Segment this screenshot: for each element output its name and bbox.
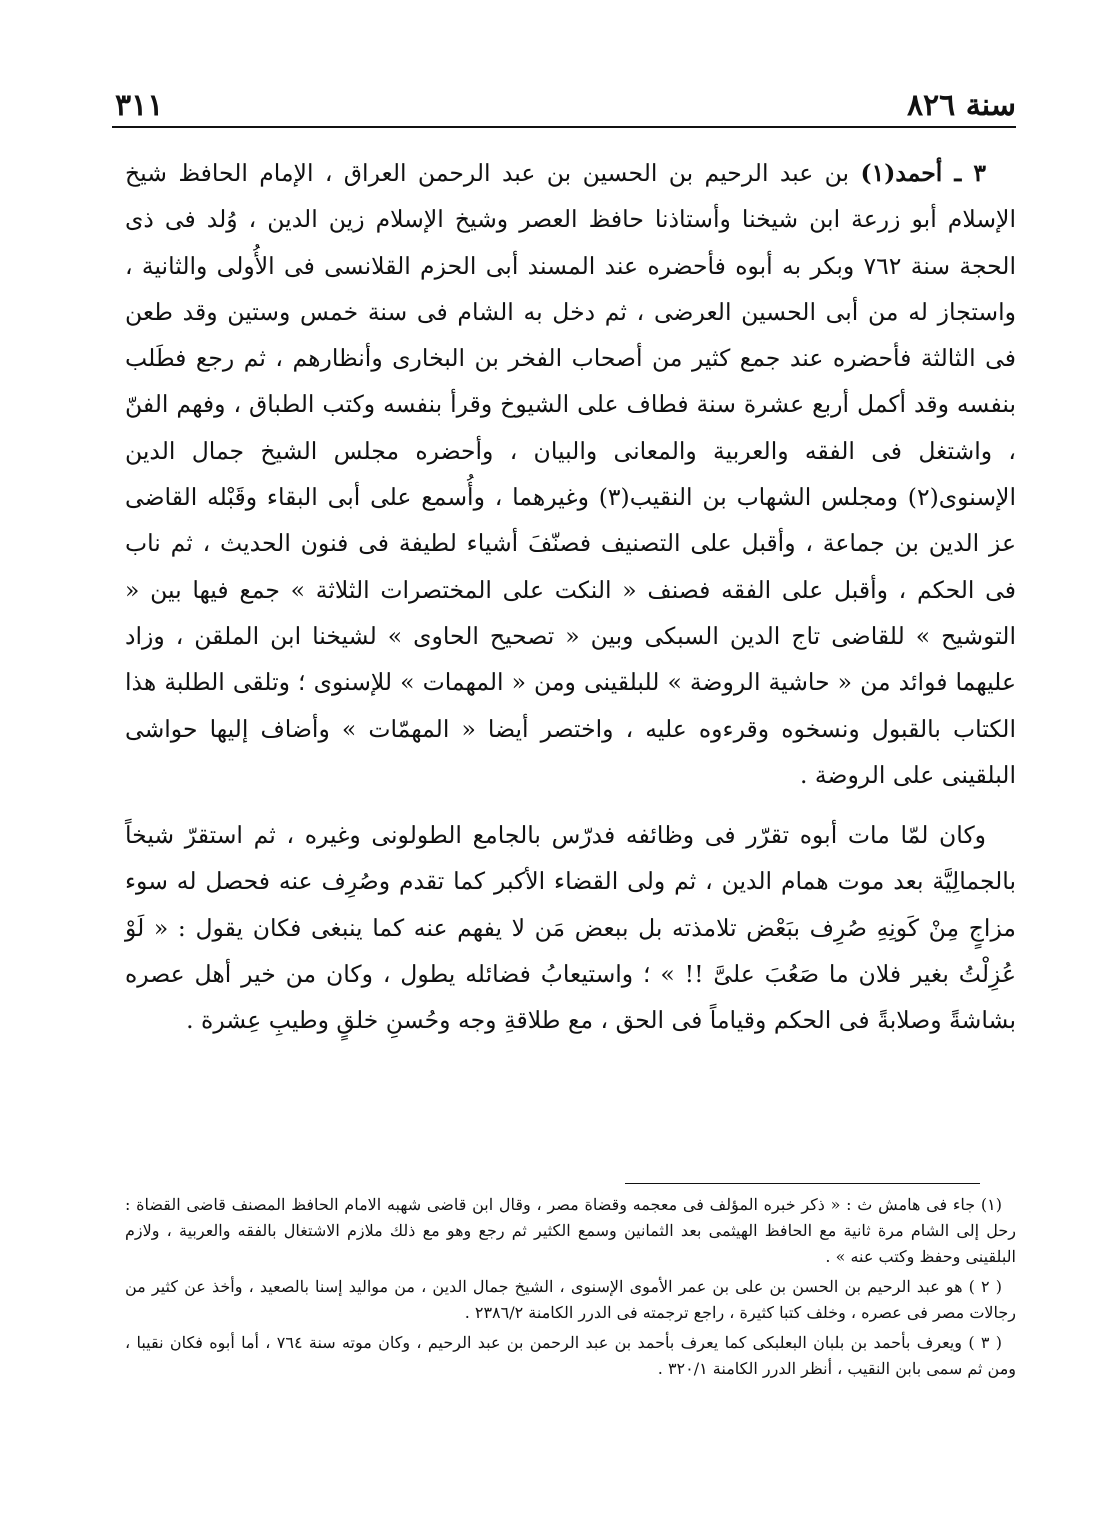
paragraph-1-text: بن عبد الرحيم بن الحسين بن عبد الرحمن العراق ، الإمام الحافظ شيخ الإسلام أبو زرعة ابن شيخنا وأستاذنا حافظ العصر وشيخ الإسلام زين الدين ، وُلد فى ذى الحجة سنة ٧٦٢ وبكر به أبوه فأحضره عند المسند أبى الحزم القلانسى فى الأُولى والثانية ، واستجاز له من أبى الحسين العرضى ، ثم دخل به الشام فى سنة خمس وستين وقد طعن فى الثالثة فأحضره عند جمع كثير من أصحاب الفخر بن البخارى وأنظارهم ، ثم رجع فطَلب بنفسه وقد أكمل أربع عشرة سنة فطاف على الشيوخ وقرأ بنفسه وكتب الطباق ، وفهم الفنّ ، واشتغل فى الفقه والعربية والمعانى والبيان ، وأحضره مجلس الشيخ جمال الدين الإسنوى(٢) ومجلس الشهاب بن النقيب(٣) وغيرهما ، وأُسمع على أبى البقاء وقَبْله القاضى عز الدين بن جماعة ، وأقبل على التصنيف فصنّفَ أشياء لطيفة فى فنون الحديث ، ثم ناب فى الحكم ، وأقبل على الفقه فصنف « النكت على المختصرات الثلاثة » جمع فيها بين « التوشيح » للقاضى تاج الدين السبكى وبين « تصحيح الحاوى » لشيخنا ابن الملقن ، وزاد عليهما فوائد من « حاشية الروضة » للبلقينى ومن « المهمات » للإسنوى ؛ وتلقى الطلبة هذا الكتاب بالقبول ونسخوه وقرءوه عليه ، واختصر أيضا « المهمّات » وأضاف إليها حواشى البلقينى على الروضة . <box>125 159 1016 789</box>
page-header <box>115 78 1016 123</box>
footnote-2: ( ٢ ) هو عبد الرحيم بن الحسن بن على بن عمر الأموى الإسنوى ، الشيخ جمال الدين ، من مواليد إسنا بالصعيد ، وأخذ عن كثير من رجالات مصر فى عصره ، وخلف كتبا كثيرة ، راجع ترجمته فى الدرر الكامنة ٢٣٨٦/٢ . <box>125 1277 1016 1322</box>
header-rule <box>112 126 1016 128</box>
footnotes <box>125 1192 1016 1386</box>
main-text <box>125 150 1016 1044</box>
paragraph-2: وكان لمّا مات أبوه تقرّر فى وظائفه فدرّس بالجامع الطولونى وغيره ، ثم استقرّ شيخاً بالجمالِيَّة بعد موت همام الدين ، ثم ولى القضاء الأكبر كما تقدم وصُرِف عنه فحصل له سوء مزاجٍ مِنْ كَونِهِ صُرِف ببَعْض تلامذته بل ببعض مَن لا يفهم عنه كما ينبغى فكان يقول : « لَوْ عُزِلْتُ بغير فلان ما صَعُبَ علىَّ !! » ؛ واستيعابُ فضائله يطول ، وكان من خير أهل عصره بشاشةً وصلابةً فى الحكم وقياماً فى الحق ، مع طلاقةِ وجه وحُسنِ خلقٍ وطيبِ عِشرة . <box>125 821 1016 1035</box>
footnote-3: ( ٣ ) ويعرف بأحمد بن بلبان البعلبكى كما يعرف بأحمد بن عبد الرحمن بن عبد الرحيم ، وكان موته سنة ٧٦٤ ، أما أبوه فكان نقيبا ، ومن ثم سمى بابن النقيب ، أنظر الدرر الكامنة ٣٢٠/١ . <box>125 1333 1016 1378</box>
footnote-rule <box>625 1183 980 1184</box>
running-head-year: سنة ٨٢٦ <box>906 88 1016 123</box>
page-number: ٣١١ <box>115 88 164 123</box>
entry-lead: ٣ ـ أحمد(١) <box>860 159 986 187</box>
paragraph-1 <box>125 150 1016 798</box>
footnote-1: (١) جاء فى هامش ث : « ذكر خبره المؤلف فى معجمه وقضاة مصر ، وقال ابن قاضى شهبه الامام الحافظ المصنف قاضى القضاة : رحل إلى الشام مرة ثانية مع الحافظ الهيثمى بعد الثمانين وسمع الكثير ثم رجع وهو مع ذلك ملازم الاشتغال بالفقه والعربية ، ولازم البلقينى وحفظ وكتب عنه » . <box>125 1195 1016 1266</box>
